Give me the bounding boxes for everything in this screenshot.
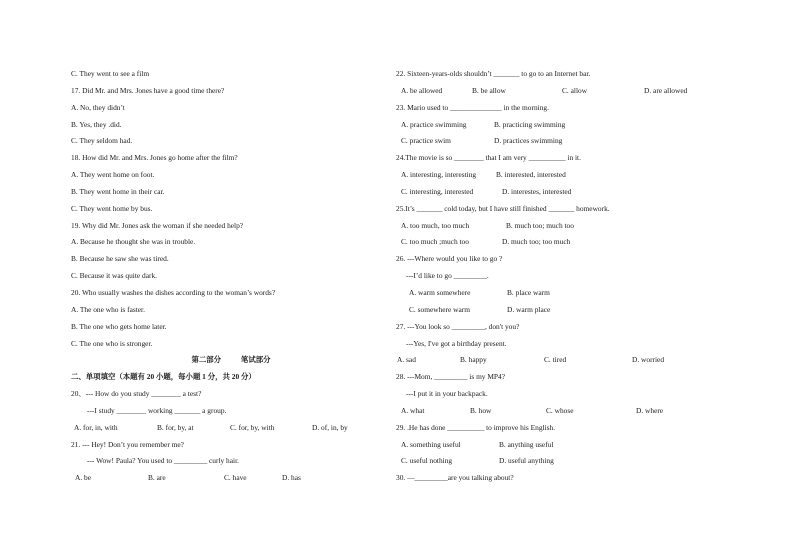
option-d: D. where [636, 405, 664, 415]
question-25-options-cd [396, 234, 736, 251]
question-22-stem: 22. Sixteen-years-olds shouldn’t _______ to go to an Internet bar. [396, 69, 591, 78]
option-line: C. They went home by bus. [71, 203, 153, 213]
option-d: D. much too; too much [502, 237, 571, 247]
option-line: B. Because he saw she was tired. [71, 254, 169, 264]
section-name: 笔试部分 [240, 355, 271, 365]
question-20-stem: 20、--- How do you study ________ a test? [71, 389, 202, 399]
question-23-options-cd [396, 133, 736, 150]
left-column [71, 66, 391, 487]
question-26-options-cd [396, 302, 736, 319]
option-a: A. for, in, with [74, 422, 118, 432]
question-21-stem2: --- Wow! Paula? You used to _________ curly hair. [87, 456, 239, 466]
question-26-stem2: ---I’d like to go _________. [406, 271, 489, 281]
option-c: C. interesting, interested [401, 186, 474, 196]
option-b: B. how [470, 405, 492, 415]
option-b: B. are [148, 473, 166, 483]
question-23-stem: 23. Mario used to ______________ in the morning. [396, 102, 549, 112]
option-b: B. place warm [507, 287, 550, 297]
question-26-options-ab [396, 285, 736, 302]
question-29-options-ab [396, 437, 736, 454]
question-26-stem: 26. ---Where would you like to go ? [396, 254, 503, 264]
option-a: A. something useful [401, 439, 461, 449]
question-28-stem2: ---I put it in your backpack. [406, 389, 488, 399]
option-line: A. The one who is faster. [71, 304, 145, 314]
option-b: B. be allow [472, 85, 506, 95]
text-line: C. They went to see a film [71, 69, 150, 78]
section-title: 二、单项填空（本题有 20 小题，每小题 1 分，共 20 分） [71, 372, 256, 382]
option-a: A. sad [397, 355, 416, 365]
question-21-options [71, 470, 391, 487]
option-d: D. warm place [507, 304, 551, 314]
question-23-options-ab [396, 117, 736, 134]
option-line: C. They seldom had. [71, 136, 133, 146]
question-19: 19. Why did Mr. Jones ask the woman if she needed help? [71, 220, 244, 230]
question-29-stem: 29. .He has done __________ to improve his English. [396, 422, 556, 432]
option-c: C. whose [546, 405, 574, 415]
option-c: C. useful nothing [401, 456, 453, 466]
option-a: A. be allowed [401, 85, 443, 95]
question-25-stem: 25.It’s _______ cold today, but I have still finished _______ homework. [396, 203, 610, 213]
option-line: C. The one who is stronger. [71, 338, 153, 348]
option-b: B. much too; much too [506, 220, 574, 230]
option-b: B. happy [460, 355, 487, 365]
question-20-options [71, 420, 391, 437]
option-d: D. has [282, 473, 301, 483]
option-c: C. have [224, 473, 247, 483]
option-d: D. worried [632, 355, 665, 365]
option-line: A. No, they didn’t [71, 102, 125, 112]
question-20-listening: 20. Who usually washes the dishes according to the woman’s words? [71, 287, 276, 297]
option-line: B. Yes, they .did. [71, 119, 122, 129]
option-c: C. allow [562, 85, 588, 95]
question-24-stem: 24.The movie is so ________ that I am very __________ in it. [396, 153, 581, 163]
option-d: D. of, in, by [312, 422, 348, 432]
option-c: C. too much ;much too [401, 237, 469, 247]
option-line: C. Because it was quite dark. [71, 271, 157, 281]
option-c: C. tired [544, 355, 567, 365]
question-17: 17. Did Mr. and Mrs. Jones have a good time there? [71, 85, 225, 95]
question-20-stem2: ---I study ________ working _______ a group. [87, 405, 227, 415]
question-22-options [396, 83, 736, 100]
option-a: A. warm somewhere [409, 287, 471, 297]
question-28-options [396, 403, 736, 420]
question-29-options-cd [396, 453, 736, 470]
question-27-stem: 27. ---You look so _________, don't you? [396, 321, 520, 331]
question-28-stem: 28. ---Mom, _________ is my MP4? [396, 372, 506, 382]
option-c: C. for, by, with [230, 422, 275, 432]
option-line: A. Because he thought she was in trouble. [71, 237, 196, 247]
question-25-options-ab [396, 218, 736, 235]
option-d: D. practices swimming [494, 136, 563, 146]
question-24-options-ab [396, 167, 736, 184]
section-heading [71, 352, 391, 369]
question-30-stem: 30. —_________are you talking about? [396, 473, 514, 483]
option-line: B. The one who gets home later. [71, 321, 167, 331]
option-d: D. are allowed [644, 85, 688, 95]
option-line: A. They went home on foot. [71, 170, 155, 180]
option-d: D. useful anything [499, 456, 554, 466]
option-c: C. somewhere warm [409, 304, 470, 314]
section-part: 第二部分 [191, 355, 222, 365]
question-18: 18. How did Mr. and Mrs. Jones go home after the film? [71, 153, 238, 163]
option-c: C. practice swim [401, 136, 451, 146]
option-a: A. practice swimming [401, 119, 467, 129]
right-column [396, 66, 736, 487]
option-a: A. what [401, 405, 425, 415]
option-b: B. for, by, at [157, 422, 194, 432]
question-27-options [396, 352, 736, 369]
option-a: A. be [75, 473, 92, 483]
option-d: D. interestes, interested [502, 186, 572, 196]
question-21-stem: 21. --- Hey! Don’t you remember me? [71, 439, 184, 449]
option-b: B. interested, interested [496, 170, 566, 180]
option-b: B. anything useful [499, 439, 554, 449]
option-b: B. practicing swimming [494, 119, 566, 129]
question-27-stem2: ---Yes, I've got a birthday present. [406, 338, 507, 348]
option-a: A. too much, too much [401, 220, 470, 230]
option-a: A. interesting, interesting [401, 170, 477, 180]
option-line: B. They went home in their car. [71, 186, 165, 196]
question-24-options-cd [396, 184, 736, 201]
